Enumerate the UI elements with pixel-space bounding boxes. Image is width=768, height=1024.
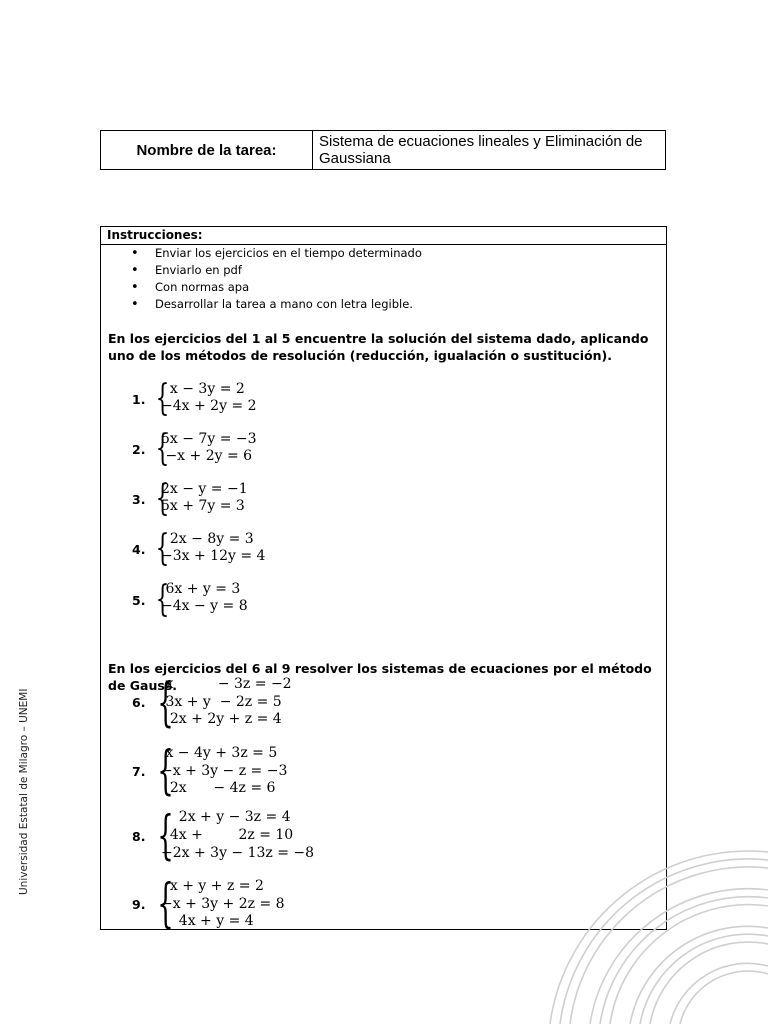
university-side-text: Universidad Estatal de Milagro – UNEMI: [18, 688, 30, 895]
equation: 6x + y = 3: [161, 581, 241, 597]
equation: 2x + y − 3z = 4: [161, 809, 291, 825]
brace-icon: {: [157, 806, 174, 866]
instruction-item: • Enviar los ejercicios en el tiempo determinado: [131, 245, 422, 262]
exercise-number: 8.: [132, 829, 146, 844]
instruction-item: • Enviarlo en pdf: [131, 262, 422, 279]
instructions-title: Instrucciones:: [101, 227, 666, 245]
exercise-number: 9.: [132, 897, 146, 912]
equation: −4x − y = 8: [161, 598, 248, 614]
equation: 3x + y − 2z = 5: [161, 694, 282, 710]
task-name-table: [100, 130, 666, 170]
brace-icon: {: [157, 741, 174, 801]
instruction-item: • Desarrollar la tarea a mano con letra legible.: [131, 296, 422, 313]
equation: −x + 3y + 2z = 8: [161, 896, 285, 912]
equation: 4x + 2z = 10: [161, 827, 294, 843]
task-name-value: Sistema de ecuaciones lineales y Eliminación de Gaussiana: [319, 133, 643, 167]
equation: 5x − 7y = −3: [161, 431, 257, 447]
exercise-number: 7.: [132, 764, 146, 779]
exercise-number: 2.: [132, 442, 146, 457]
equation: 2x + 2y + z = 4: [161, 711, 282, 727]
exercise-number: 3.: [132, 492, 146, 507]
equation: 2x − 8y = 3: [161, 531, 254, 547]
brace-icon: {: [155, 378, 170, 419]
equation: −2x + 3y − 13z = −8: [161, 845, 315, 861]
equation: x − 3y = 2: [161, 381, 245, 397]
equation: x − 3z = −2: [161, 676, 292, 692]
exercise-number: 1.: [132, 392, 146, 407]
brace-icon: {: [155, 579, 170, 620]
exercise-number: 4.: [132, 542, 146, 557]
brace-icon: {: [155, 478, 170, 519]
equation: 2x − y = −1: [161, 481, 248, 497]
equation: x + y + z = 2: [161, 878, 264, 894]
brace-icon: {: [155, 528, 170, 569]
equation: −x + 2y = 6: [161, 448, 253, 464]
equation: 5x + 7y = 3: [161, 498, 245, 514]
instruction-item: • Con normas apa: [131, 279, 422, 296]
instructions-list: [131, 245, 422, 313]
section2-text: En los ejercicios del 6 al 9 resolver los sistemas de ecuaciones por el método de Gauss.: [108, 661, 652, 693]
brace-icon: {: [157, 673, 174, 733]
concentric-arcs-watermark: [540, 820, 768, 1024]
task-name-label: Nombre de la tarea:: [101, 131, 313, 169]
brace-icon: {: [157, 874, 174, 934]
equation: −x + 3y − z = −3: [161, 763, 288, 779]
equation: x − 4y + 3z = 5: [161, 745, 278, 761]
exercise-number: 5.: [132, 593, 146, 608]
equation: 2x − 4z = 6: [161, 780, 276, 796]
equation: 4x + y = 4: [161, 913, 254, 929]
exercise-number: 6.: [132, 695, 146, 710]
section1-text: En los ejercicios del 1 al 5 encuentre la solución del sistema dado, aplicando uno de los métodos de resolución (reducción, igualación o sustitución).: [108, 331, 649, 363]
brace-icon: {: [155, 428, 170, 469]
equation: −4x + 2y = 2: [161, 398, 257, 414]
equation: −3x + 12y = 4: [161, 548, 266, 564]
